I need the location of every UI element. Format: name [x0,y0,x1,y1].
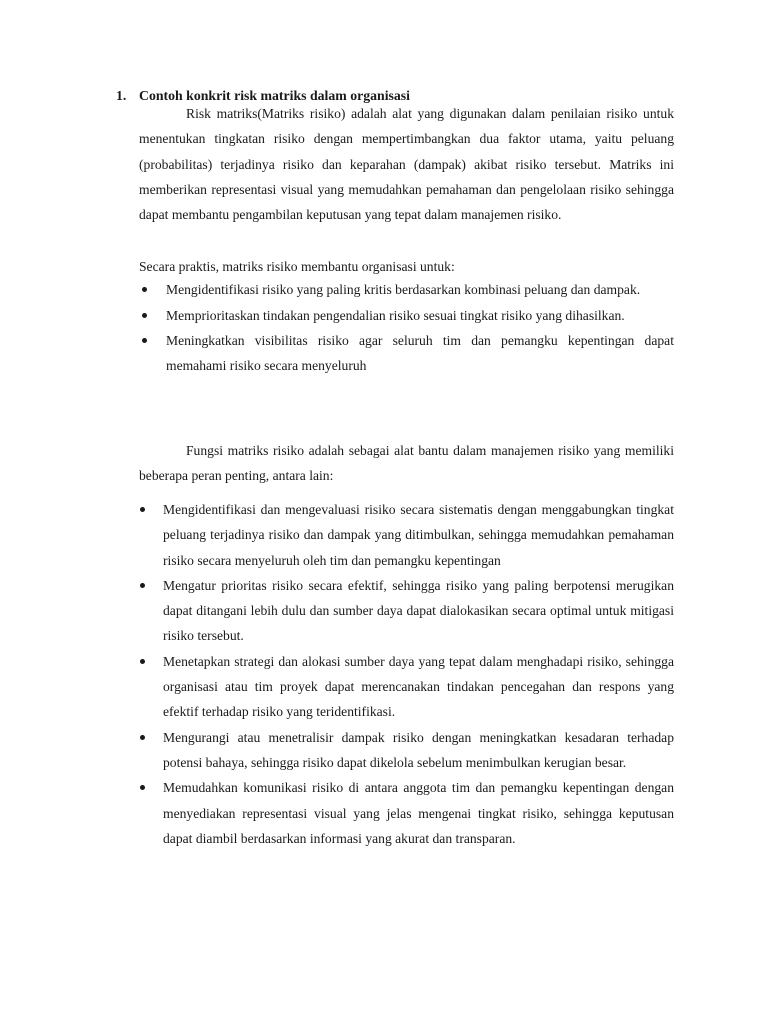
paragraph-functions: Fungsi matriks risiko adalah sebagai alat bantu dalam manajemen risiko yang memiliki beberapa peran penting, antara lain: [139,443,674,484]
bullet-icon [140,785,145,790]
list-item: Memprioritaskan tindakan pengendalian risiko sesuai tingkat risiko yang dihasilkan. [166,303,674,328]
bullet-icon [140,735,145,740]
list-item: Mengidentifikasi risiko yang paling kritis berdasarkan kombinasi peluang dan dampak. [166,277,674,302]
bullet-icon [142,338,147,343]
list-item: Memudahkan komunikasi risiko di antara anggota tim dan pemangku kepentingan dengan menyediakan representasi visual yang jelas mengenai tingkat risiko, sehingga keputusan dapat diambil berdasarkan informasi yang akurat dan transparan. [163,775,674,851]
bullet-icon [142,313,147,318]
bullet-icon [140,583,145,588]
benefits-list [166,277,674,379]
paragraph-definition: Risk matriks(Matriks risiko) adalah alat yang digunakan dalam penilaian risiko untuk menentukan tingkatan risiko dengan mempertimbangkan dua faktor utama, yaitu peluang (probabilitas) terjadinya risiko dan keparahan (dampak) akibat risiko tersebut. Matriks ini memberikan representasi visual yang memudahkan pemahaman dan pengelolaan risiko sehingga dapat membantu pengambilan keputusan yang tepat dalam manajemen risiko. [139,106,674,223]
list-item: Mengidentifikasi dan mengevaluasi risiko secara sistematis dengan menggabungkan tingkat peluang terjadinya risiko dan dampak yang ditimbulkan, sehingga memudahkan pemahaman risiko secara menyeluruh oleh tim dan pemangku kepentingan [163,497,674,573]
list-item: Meningkatkan visibilitas risiko agar seluruh tim dan pemangku kepentingan dapat memahami risiko secara menyeluruh [166,328,674,379]
list-item: Menetapkan strategi dan alokasi sumber daya yang tepat dalam menghadapi risiko, sehingga organisasi atau tim proyek dapat merencanakan tindakan pencegahan dan respons yang efektif terhadap risiko yang teridentifikasi. [163,649,674,725]
list-item: Mengatur prioritas risiko secara efektif, sehingga risiko yang paling berpotensi merugikan dapat ditangani lebih dulu dan sumber daya dapat dialokasikan secara optimal untuk mitigasi risiko tersebut. [163,573,674,649]
bullet-icon [140,507,145,512]
paragraph-intro-list: Secara praktis, matriks risiko membantu organisasi untuk: [139,259,455,274]
heading-text: Contoh konkrit risk matriks dalam organisasi [139,88,410,103]
bullet-icon [140,659,145,664]
list-item: Mengurangi atau menetralisir dampak risiko dengan meningkatkan kesadaran terhadap potensi bahaya, sehingga risiko dapat dikelola sebelum menimbulkan kerugian besar. [163,725,674,776]
heading-number: 1. [116,88,127,103]
functions-list [163,497,674,851]
bullet-icon [142,287,147,292]
